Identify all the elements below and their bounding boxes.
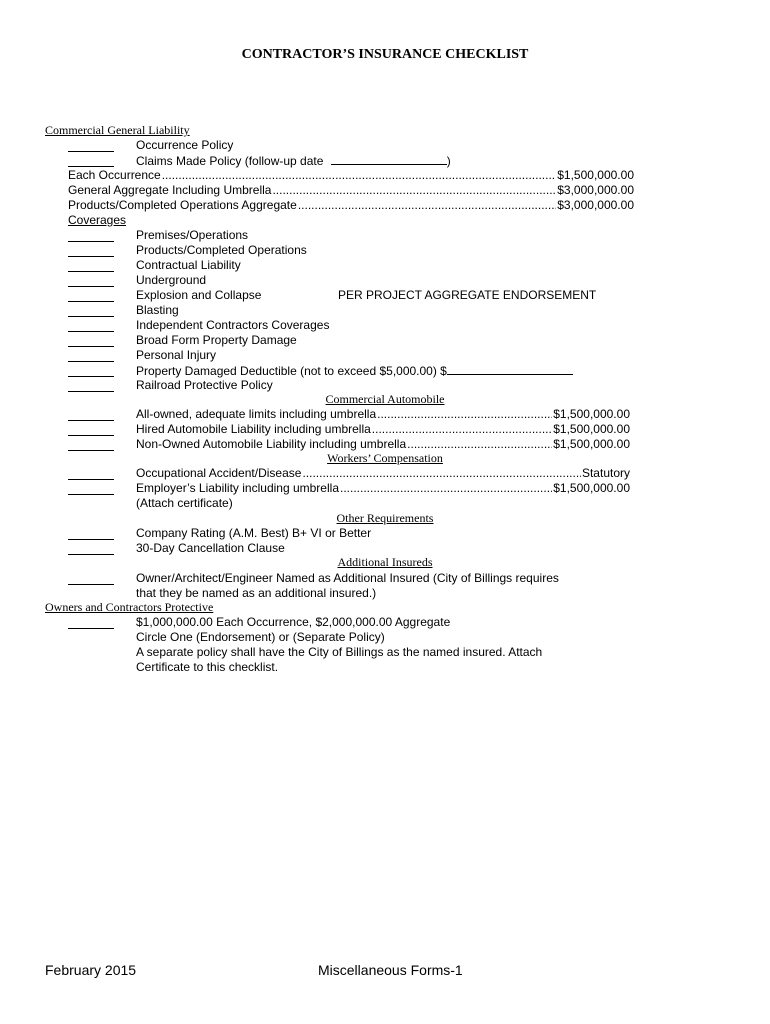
coverage-blank[interactable] xyxy=(68,286,114,287)
coverage-blank[interactable] xyxy=(68,271,114,272)
general-aggregate-label: General Aggregate Including Umbrella xyxy=(68,183,272,197)
coverage-blank[interactable] xyxy=(68,346,114,347)
additional-blank[interactable] xyxy=(68,584,114,585)
coverage-item: Premises/Operations xyxy=(136,228,249,242)
auto-row xyxy=(136,422,630,436)
coverage-blank[interactable] xyxy=(68,256,114,257)
auto-blank[interactable] xyxy=(68,420,114,421)
leader-dots xyxy=(407,437,552,451)
coverage-item: Broad Form Property Damage xyxy=(136,333,297,347)
auto-amount: $1,500,000.00 xyxy=(553,422,630,436)
coverage-blank[interactable] xyxy=(68,241,114,242)
additional-heading: Additional Insureds xyxy=(337,555,433,569)
deductible-label: Property Damaged Deductible (not to exceed $5,000.00) $ xyxy=(136,364,447,378)
coverage-item: Products/Completed Operations xyxy=(136,243,307,257)
cgl-heading: Commercial General Liability xyxy=(45,123,190,137)
coverage-blank[interactable] xyxy=(68,376,114,377)
coverage-item: Contractual Liability xyxy=(136,258,241,272)
coverage-item: Explosion and Collapse xyxy=(136,288,262,302)
auto-label: All-owned, adequate limits including umbrella xyxy=(136,407,377,421)
follow-up-date-field[interactable] xyxy=(331,153,447,165)
leader-dots xyxy=(340,481,552,495)
coverages-label: Coverages xyxy=(68,213,127,227)
coverage-blank[interactable] xyxy=(68,316,114,317)
coverage-item: Blasting xyxy=(136,303,179,317)
coverage-item: Independent Contractors Coverages xyxy=(136,318,330,332)
workers-heading: Workers’ Compensation xyxy=(327,451,443,465)
leader-dots xyxy=(377,407,552,421)
page-title: CONTRACTOR’S INSURANCE CHECKLIST xyxy=(241,47,529,62)
deductible-amount-field[interactable] xyxy=(447,363,573,375)
cancellation-clause-label: 30-Day Cancellation Clause xyxy=(136,541,285,555)
leader-dots xyxy=(302,466,581,480)
auto-heading: Commercial Automobile xyxy=(325,392,445,406)
coverage-blank[interactable] xyxy=(68,331,114,332)
deductible-row xyxy=(136,363,573,378)
occurrence-policy-label: Occurrence Policy xyxy=(136,138,234,152)
occupational-row xyxy=(136,466,630,480)
products-aggregate-label: Products/Completed Operations Aggregate xyxy=(68,198,297,212)
products-aggregate-amount: $3,000,000.00 xyxy=(557,198,634,212)
products-aggregate-row xyxy=(68,198,634,212)
each-occurrence-row xyxy=(68,168,634,182)
ocp-line: A separate policy shall have the City of Billings as the named insured. Attach xyxy=(136,645,543,659)
claims-made-close: ) xyxy=(446,154,451,168)
general-aggregate-row xyxy=(68,183,634,197)
auto-heading-row xyxy=(0,392,770,407)
claims-made-label: Claims Made Policy (follow-up date xyxy=(136,154,324,168)
coverage-blank[interactable] xyxy=(68,361,114,362)
leader-dots xyxy=(272,183,556,197)
company-rating-label: Company Rating (A.M. Best) B+ VI or Better xyxy=(136,526,372,540)
additional-heading-row xyxy=(0,555,770,570)
coverage-item: Underground xyxy=(136,273,207,287)
coverage-blank[interactable] xyxy=(68,301,114,302)
attach-certificate-note: (Attach certificate) xyxy=(136,496,233,510)
auto-blank[interactable] xyxy=(68,435,114,436)
employers-row xyxy=(136,481,630,495)
general-aggregate-amount: $3,000,000.00 xyxy=(557,183,634,197)
claims-made-blank[interactable] xyxy=(68,166,114,167)
workers-blank[interactable] xyxy=(68,494,114,495)
auto-row xyxy=(136,437,630,451)
auto-row xyxy=(136,407,630,421)
occurrence-policy-blank[interactable] xyxy=(68,151,114,152)
additional-insured-line: Owner/Architect/Engineer Named as Additional Insured (City of Billings requires xyxy=(136,571,559,585)
auto-amount: $1,500,000.00 xyxy=(553,407,630,421)
auto-label: Hired Automobile Liability including umbrella xyxy=(136,422,371,436)
each-occurrence-amount: $1,500,000.00 xyxy=(557,168,634,182)
ocp-heading: Owners and Contractors Protective xyxy=(45,600,214,614)
leader-dots xyxy=(298,198,556,212)
employers-amount: $1,500,000.00 xyxy=(553,481,630,495)
footer-date: February 2015 xyxy=(45,962,137,978)
workers-blank[interactable] xyxy=(68,479,114,480)
leader-dots xyxy=(372,422,552,436)
other-heading-row xyxy=(0,511,770,526)
claims-made-row xyxy=(136,153,451,168)
workers-heading-row xyxy=(0,451,770,466)
each-occurrence-label: Each Occurrence xyxy=(68,168,161,182)
additional-insured-line: that they be named as an additional insured.) xyxy=(136,586,377,600)
auto-label: Non-Owned Automobile Liability including umbrella xyxy=(136,437,407,451)
leader-dots xyxy=(162,168,557,182)
other-heading: Other Requirements xyxy=(336,511,434,525)
ocp-blank[interactable] xyxy=(68,628,114,629)
occupational-label: Occupational Accident/Disease xyxy=(136,466,302,480)
employers-label: Employer’s Liability including umbrella xyxy=(136,481,339,495)
aggregate-endorsement-note: PER PROJECT AGGREGATE ENDORSEMENT xyxy=(338,288,597,302)
ocp-line: $1,000,000.00 Each Occurrence, $2,000,000.00 Aggregate xyxy=(136,615,451,629)
auto-amount: $1,500,000.00 xyxy=(553,437,630,451)
footer-form-name: Miscellaneous Forms-1 xyxy=(318,962,463,978)
occupational-amount: Statutory xyxy=(581,466,630,480)
other-blank[interactable] xyxy=(68,539,114,540)
ocp-line: Certificate to this checklist. xyxy=(136,660,279,674)
coverage-item: Personal Injury xyxy=(136,348,217,362)
coverage-item: Railroad Protective Policy xyxy=(136,378,273,392)
ocp-line: Circle One (Endorsement) or (Separate Policy) xyxy=(136,630,385,644)
